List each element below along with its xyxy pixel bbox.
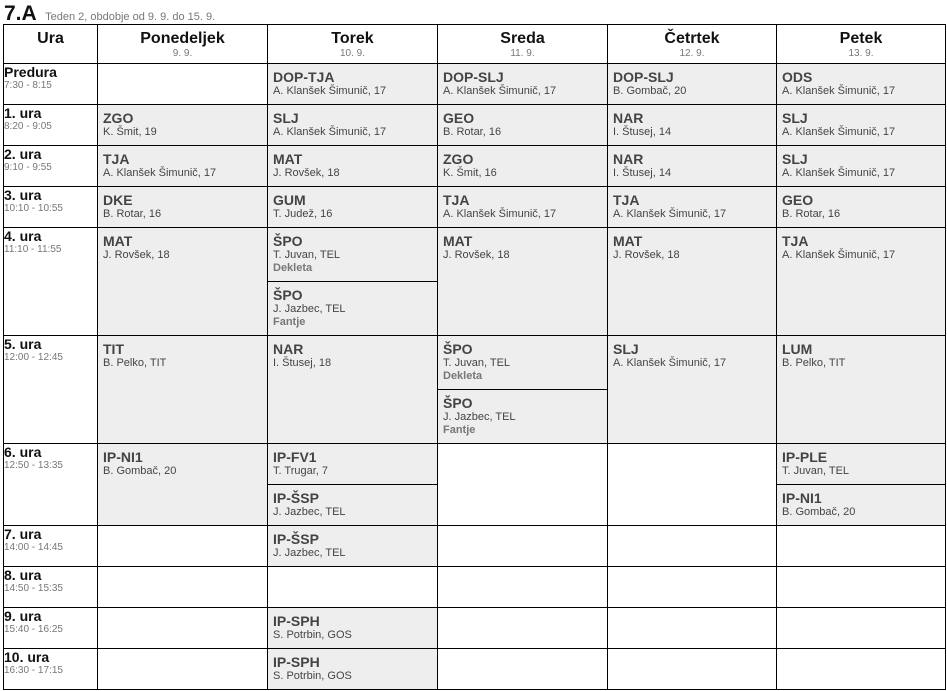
lesson-entry[interactable] — [777, 228, 945, 335]
subject-code: ŠPO — [443, 341, 473, 357]
empty-cell — [777, 526, 946, 567]
lesson-row — [4, 228, 946, 336]
period-cell — [4, 64, 98, 105]
subject-code: IP-FV1 — [273, 449, 317, 465]
subject-code: GUM — [273, 192, 306, 208]
header-row — [4, 25, 946, 64]
teacher-room: J. Rovšek, 18 — [613, 249, 680, 261]
teacher-room: A. Klanšek Šimunič, 17 — [103, 167, 217, 179]
lesson-entry[interactable] — [777, 105, 945, 145]
teacher-room: J. Jazbec, TEL — [273, 506, 346, 518]
teacher-room: T. Juvan, TEL — [782, 465, 850, 477]
lesson-entry[interactable] — [777, 336, 945, 443]
subject-code: SLJ — [782, 110, 808, 126]
subject-code: ZGO — [443, 151, 474, 167]
day-name: Sreda — [500, 30, 545, 47]
period-label: 8. ura — [4, 567, 42, 583]
subject-code: IP-PLE — [782, 449, 828, 465]
empty-cell — [438, 649, 608, 690]
lesson-cell — [777, 444, 946, 526]
subject-code: GEO — [443, 110, 475, 126]
subject-code: IP-SPH — [273, 654, 320, 670]
group-label: Fantje — [443, 424, 476, 436]
week-period: Teden 2, obdobje od 9. 9. do 15. 9. — [45, 11, 216, 23]
empty-cell — [608, 567, 777, 608]
lesson-entry[interactable] — [268, 146, 437, 186]
teacher-room: B. Rotar, 16 — [443, 126, 502, 138]
lesson-cell — [268, 649, 438, 690]
subject-code: ZGO — [103, 110, 134, 126]
lesson-entry[interactable] — [98, 187, 267, 227]
teacher-room: T. Juvan, TEL — [443, 357, 511, 369]
lesson-entry[interactable] — [268, 64, 437, 104]
teacher-room: A. Klanšek Šimunič, 17 — [443, 85, 557, 97]
period-cell — [4, 567, 98, 608]
empty-cell — [777, 649, 946, 690]
period-cell — [4, 608, 98, 649]
lesson-row — [4, 567, 946, 608]
empty-cell — [98, 567, 268, 608]
lesson-entry[interactable] — [268, 281, 437, 335]
period-time: 15:40 - 16:25 — [4, 624, 63, 635]
lesson-cell — [777, 187, 946, 228]
teacher-room: I. Štusej, 14 — [613, 126, 672, 138]
teacher-room: B. Rotar, 16 — [782, 208, 841, 220]
day-date: 13. 9. — [848, 48, 874, 59]
teacher-room: B. Rotar, 16 — [103, 208, 162, 220]
period-label: 7. ura — [4, 526, 42, 542]
period-label: 4. ura — [4, 228, 42, 244]
teacher-room: A. Klanšek Šimunič, 17 — [782, 249, 896, 261]
day-name: Četrtek — [664, 30, 720, 47]
timetable-title — [4, 2, 215, 24]
day-header — [608, 25, 777, 64]
subject-code: IP-NI1 — [782, 490, 822, 506]
teacher-room: J. Jazbec, TEL — [273, 303, 346, 315]
period-time: 14:00 - 14:45 — [4, 542, 63, 553]
lesson-entry[interactable] — [268, 187, 437, 227]
period-time: 10:10 - 10:55 — [4, 203, 63, 214]
subject-code: MAT — [443, 233, 473, 249]
subject-code: ŠPO — [273, 233, 303, 249]
lesson-cell — [608, 336, 777, 444]
subject-code: ODS — [782, 69, 813, 85]
lesson-cell — [608, 228, 777, 336]
lesson-entry[interactable] — [438, 228, 607, 335]
subject-code: TJA — [782, 233, 809, 249]
teacher-room: A. Klanšek Šimunič, 17 — [273, 85, 387, 97]
teacher-room: J. Rovšek, 18 — [443, 249, 510, 261]
lesson-cell — [777, 64, 946, 105]
subject-code: ŠPO — [443, 395, 473, 411]
period-label: 1. ura — [4, 105, 42, 121]
lesson-cell — [268, 187, 438, 228]
teacher-room: A. Klanšek Šimunič, 17 — [613, 208, 727, 220]
period-time: 16:30 - 17:15 — [4, 665, 63, 676]
teacher-room: B. Gombač, 20 — [782, 506, 856, 518]
subject-code: DOP-TJA — [273, 69, 335, 85]
day-date: 11. 9. — [510, 48, 535, 59]
lesson-entry[interactable] — [268, 336, 437, 443]
class-name: 7.A — [4, 2, 37, 25]
empty-cell — [98, 608, 268, 649]
subject-code: LUM — [782, 341, 813, 357]
subject-code: SLJ — [613, 341, 639, 357]
empty-cell — [438, 608, 608, 649]
period-label: 10. ura — [4, 649, 50, 665]
empty-cell — [608, 608, 777, 649]
lesson-cell — [438, 336, 608, 444]
empty-cell — [608, 649, 777, 690]
period-cell — [4, 146, 98, 187]
timetable-grid — [3, 24, 946, 690]
teacher-room: J. Rovšek, 18 — [273, 167, 340, 179]
period-time: 12:00 - 12:45 — [4, 352, 63, 363]
empty-cell — [268, 567, 438, 608]
lesson-cell — [268, 64, 438, 105]
lesson-cell — [268, 444, 438, 526]
lesson-entry[interactable] — [98, 444, 267, 525]
teacher-room: A. Klanšek Šimunič, 17 — [613, 357, 727, 369]
teacher-room: A. Klanšek Šimunič, 17 — [782, 126, 896, 138]
lesson-entry[interactable] — [777, 187, 945, 227]
subject-code: TJA — [443, 192, 470, 208]
empty-cell — [608, 526, 777, 567]
subject-code: DKE — [103, 192, 133, 208]
lesson-entry[interactable] — [608, 187, 776, 227]
subject-code: MAT — [613, 233, 643, 249]
lesson-cell — [268, 608, 438, 649]
lesson-cell — [777, 228, 946, 336]
empty-cell — [777, 608, 946, 649]
empty-cell — [98, 526, 268, 567]
day-name: Petek — [839, 30, 883, 47]
lesson-entry[interactable] — [438, 105, 607, 145]
teacher-room: B. Pelko, TIT — [103, 357, 167, 369]
teacher-room: A. Klanšek Šimunič, 17 — [782, 85, 896, 97]
subject-code: TJA — [103, 151, 130, 167]
teacher-room: B. Gombač, 20 — [613, 85, 687, 97]
subject-code: TIT — [103, 341, 124, 357]
lesson-entry[interactable] — [268, 444, 437, 484]
subject-code: TJA — [613, 192, 640, 208]
lesson-cell — [608, 146, 777, 187]
period-time: 11:10 - 11:55 — [4, 244, 62, 255]
subject-code: SLJ — [273, 110, 299, 126]
subject-code: MAT — [103, 233, 133, 249]
lesson-entry[interactable] — [98, 336, 267, 443]
teacher-room: K. Šmit, 16 — [443, 167, 497, 179]
subject-code: NAR — [613, 151, 644, 167]
period-time: 8:20 - 9:05 — [4, 121, 52, 132]
lesson-row — [4, 146, 946, 187]
lesson-cell — [268, 105, 438, 146]
lesson-cell — [98, 336, 268, 444]
teacher-room: B. Gombač, 20 — [103, 465, 177, 477]
lesson-cell — [98, 105, 268, 146]
period-time: 14:50 - 15:35 — [4, 583, 63, 594]
lesson-cell — [777, 105, 946, 146]
day-header — [777, 25, 946, 64]
lesson-cell — [777, 336, 946, 444]
lesson-cell — [438, 187, 608, 228]
lesson-cell — [438, 105, 608, 146]
group-label: Dekleta — [443, 370, 483, 382]
lesson-cell — [98, 187, 268, 228]
lesson-entry[interactable] — [268, 608, 437, 648]
teacher-room: A. Klanšek Šimunič, 17 — [443, 208, 557, 220]
teacher-room: K. Šmit, 19 — [103, 126, 157, 138]
lesson-row — [4, 526, 946, 567]
lesson-cell — [438, 146, 608, 187]
day-date: 10. 9. — [339, 48, 366, 59]
lesson-entry[interactable] — [777, 64, 945, 104]
lesson-entry[interactable] — [268, 105, 437, 145]
lesson-entry[interactable] — [98, 228, 267, 335]
lesson-entry[interactable] — [777, 146, 945, 186]
lesson-cell — [608, 187, 777, 228]
day-header — [98, 25, 268, 64]
period-label: 5. ura — [4, 336, 42, 352]
period-cell — [4, 228, 98, 336]
teacher-room: A. Klanšek Šimunič, 17 — [273, 126, 387, 138]
lesson-cell — [777, 146, 946, 187]
period-time: 7:30 - 8:15 — [4, 80, 52, 91]
lesson-entry[interactable] — [438, 336, 607, 389]
teacher-room: S. Potrbin, GOS — [273, 629, 352, 641]
period-label: 3. ura — [4, 187, 42, 203]
day-name: Ponedeljek — [140, 30, 225, 47]
period-label: Predura — [4, 64, 57, 80]
lesson-cell — [268, 228, 438, 336]
lesson-cell — [98, 146, 268, 187]
teacher-room: J. Rovšek, 18 — [103, 249, 170, 261]
teacher-room: A. Klanšek Šimunič, 17 — [782, 167, 896, 179]
lesson-entry[interactable] — [438, 146, 607, 186]
lesson-entry[interactable] — [777, 444, 945, 484]
lesson-row — [4, 608, 946, 649]
teacher-room: S. Potrbin, GOS — [273, 670, 352, 682]
subject-code: MAT — [273, 151, 303, 167]
period-label: 6. ura — [4, 444, 42, 460]
period-time: 9:10 - 9:55 — [4, 162, 52, 173]
column-header-ura — [4, 25, 98, 64]
lesson-cell — [268, 336, 438, 444]
teacher-room: T. Judež, 16 — [273, 208, 333, 220]
lesson-entry[interactable] — [438, 64, 607, 104]
subject-code: GEO — [782, 192, 814, 208]
subject-code: ŠPO — [273, 287, 303, 303]
lesson-row — [4, 444, 946, 526]
lesson-entry[interactable] — [608, 64, 776, 104]
period-cell — [4, 649, 98, 690]
lesson-entry[interactable] — [98, 105, 267, 145]
period-cell — [4, 444, 98, 526]
lesson-entry[interactable] — [268, 649, 437, 689]
subject-code: IP-ŠSP — [273, 531, 319, 547]
teacher-room: J. Jazbec, TEL — [273, 547, 346, 559]
period-time: 12:50 - 13:35 — [4, 460, 63, 471]
lesson-entry[interactable] — [268, 526, 437, 566]
subject-code: DOP-SLJ — [613, 69, 674, 85]
lesson-cell — [438, 64, 608, 105]
lesson-cell — [268, 146, 438, 187]
empty-cell — [608, 444, 777, 526]
lesson-entry[interactable] — [268, 228, 437, 281]
period-cell — [4, 526, 98, 567]
teacher-room: T. Trugar, 7 — [273, 465, 329, 477]
group-label: Dekleta — [273, 262, 313, 274]
teacher-room: T. Juvan, TEL — [273, 249, 341, 261]
lesson-cell — [608, 64, 777, 105]
lesson-entry[interactable] — [438, 389, 607, 443]
lesson-entry[interactable] — [438, 187, 607, 227]
lesson-entry[interactable] — [608, 105, 776, 145]
lesson-cell — [608, 105, 777, 146]
empty-cell — [438, 444, 608, 526]
lesson-row — [4, 64, 946, 105]
day-name: Torek — [331, 30, 374, 47]
lesson-row — [4, 336, 946, 444]
period-cell — [4, 105, 98, 146]
day-header — [438, 25, 608, 64]
group-label: Fantje — [273, 316, 306, 328]
lesson-entry[interactable] — [268, 484, 437, 525]
period-label: 2. ura — [4, 146, 42, 162]
subject-code: DOP-SLJ — [443, 69, 504, 85]
lesson-row — [4, 105, 946, 146]
day-date: 9. 9. — [172, 48, 193, 59]
period-label: 9. ura — [4, 608, 42, 624]
time-column-label: Ura — [37, 30, 64, 47]
teacher-room: I. Štusej, 14 — [613, 167, 672, 179]
empty-cell — [438, 567, 608, 608]
period-cell — [4, 336, 98, 444]
lesson-cell — [268, 526, 438, 567]
teacher-room: J. Jazbec, TEL — [443, 411, 516, 423]
subject-code: IP-ŠSP — [273, 490, 319, 506]
subject-code: IP-NI1 — [103, 449, 143, 465]
lesson-cell — [438, 228, 608, 336]
subject-code: NAR — [613, 110, 644, 126]
lesson-row — [4, 187, 946, 228]
subject-code: IP-SPH — [273, 613, 320, 629]
lesson-entry[interactable] — [98, 146, 267, 186]
lesson-cell — [98, 444, 268, 526]
teacher-room: I. Štusej, 18 — [273, 357, 332, 369]
teacher-room: B. Pelko, TIT — [782, 357, 846, 369]
subject-code: NAR — [273, 341, 304, 357]
empty-cell — [98, 64, 268, 105]
lesson-entry[interactable] — [608, 336, 776, 443]
subject-code: SLJ — [782, 151, 808, 167]
lesson-cell — [98, 228, 268, 336]
empty-cell — [98, 649, 268, 690]
day-date: 12. 9. — [679, 48, 705, 59]
period-cell — [4, 187, 98, 228]
lesson-entry[interactable] — [608, 146, 776, 186]
lesson-entry[interactable] — [777, 484, 945, 525]
lesson-row — [4, 649, 946, 690]
empty-cell — [777, 567, 946, 608]
empty-cell — [438, 526, 608, 567]
day-header — [268, 25, 438, 64]
lesson-entry[interactable] — [608, 228, 776, 335]
